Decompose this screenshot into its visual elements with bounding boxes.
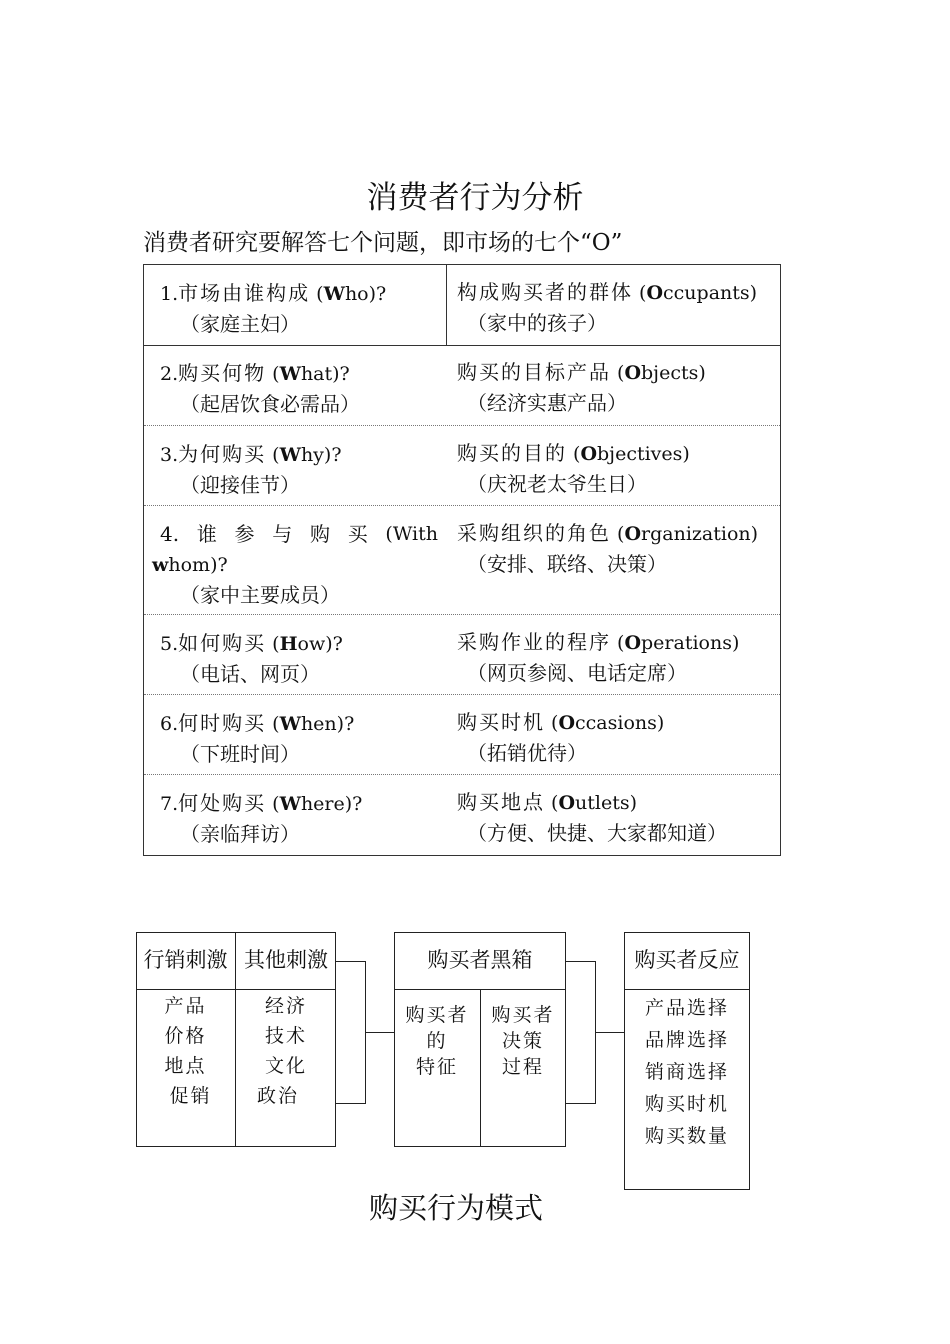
table-row <box>144 265 780 346</box>
key-letter: W <box>279 713 301 735</box>
buyer-decision-line: 决策 <box>501 1030 544 1052</box>
question-text: 为何购买 <box>178 442 267 466</box>
response-header: 购买者反应 <box>634 948 740 972</box>
question-line <box>160 628 440 659</box>
question-text: 市场由谁构成 <box>178 281 311 305</box>
marketing-item: 产品 <box>164 995 207 1017</box>
question-example: （电话、网页） <box>180 662 320 686</box>
answer-english-rest: utlets <box>575 792 630 814</box>
answer-english-rest: bjects <box>641 362 699 384</box>
response-item: 产品选择 <box>644 997 729 1019</box>
answer-english-rest: ccupants <box>663 282 750 304</box>
answer-cell <box>457 277 777 338</box>
question-number: 4. <box>160 522 180 546</box>
question-number: 7. <box>160 793 179 815</box>
answer-english: (Organization) <box>611 523 759 545</box>
answer-text: 购买的目标产品 <box>457 360 611 384</box>
key-letter: W <box>279 363 301 385</box>
question-char: 购 <box>309 522 330 546</box>
answer-line <box>457 438 777 469</box>
answer-cell <box>457 627 777 688</box>
connector-line <box>566 961 596 962</box>
response-item: 销商选择 <box>644 1061 729 1083</box>
buyer-characteristics <box>394 1002 480 1080</box>
question-number: 5. <box>160 633 179 655</box>
answer-line <box>457 357 777 388</box>
key-letter: O <box>580 443 598 465</box>
answer-cell <box>457 357 777 418</box>
table-row <box>144 695 780 775</box>
diagram-caption: 购买行为模式 <box>368 1191 543 1225</box>
connector-line <box>336 961 366 962</box>
stimuli-header-divider <box>136 989 336 990</box>
answer-english: (Outlets) <box>545 792 638 814</box>
question-number: 1. <box>160 283 179 305</box>
response-item: 购买时机 <box>644 1093 729 1115</box>
question-english-rest: hen <box>300 713 337 735</box>
question-line <box>160 708 440 739</box>
marketing-item: 价格 <box>164 1025 207 1047</box>
answer-line <box>457 627 777 658</box>
question-example: （迎接佳节） <box>180 473 300 497</box>
buyer-decision-line: 过程 <box>501 1056 544 1078</box>
subtitle-quote: “O” <box>580 230 623 256</box>
question-line <box>160 788 440 819</box>
question-number: 3. <box>160 444 179 466</box>
question-line <box>160 519 438 549</box>
question-char: 谁 <box>196 522 217 546</box>
connector-line <box>336 1103 366 1104</box>
answer-cell <box>457 707 777 768</box>
question-example: （下班时间） <box>180 742 300 766</box>
question-number: 2. <box>160 363 179 385</box>
answer-text: 购买的目的 <box>457 441 567 465</box>
table-row <box>144 506 780 615</box>
subtitle-text: 消费者研究要解答七个问题，即市场的七个 <box>143 230 580 256</box>
buyer-decision-process <box>480 1002 566 1080</box>
answer-example: （网页参阅、电话定席） <box>467 661 687 685</box>
question-cell <box>160 628 440 689</box>
question-english: (What)? <box>266 363 350 385</box>
answer-text: 采购组织的角色 <box>457 521 611 545</box>
key-letter: O <box>558 712 576 734</box>
answer-english-rest: perations <box>641 632 732 654</box>
answer-text: 购买地点 <box>457 790 545 814</box>
column-divider <box>446 265 447 345</box>
question-cell <box>160 708 440 769</box>
key-letter: W <box>279 444 301 466</box>
answer-cell <box>457 438 777 499</box>
question-english: (Who)? <box>310 283 387 305</box>
question-english-rest: hat <box>300 363 333 385</box>
answer-example: （经济实惠产品） <box>467 391 627 415</box>
question-example: （家庭主妇） <box>180 312 300 336</box>
marketing-stimuli-header: 行销刺激 <box>143 948 228 972</box>
question-text: 何处购买 <box>178 791 267 815</box>
response-list <box>624 992 750 1152</box>
answer-example: （安排、联络、决策） <box>467 552 667 576</box>
table-row <box>144 615 780 695</box>
answer-example: （家中的孩子） <box>467 311 607 335</box>
answer-line <box>457 707 777 738</box>
answer-english: (Objectives) <box>567 443 690 465</box>
question-cell <box>160 788 440 849</box>
buyer-decision-line: 购买者 <box>491 1004 555 1026</box>
answer-english-rest: ccasions <box>575 712 657 734</box>
key-letter: O <box>624 362 642 384</box>
answer-text: 构成购买者的群体 <box>457 280 633 304</box>
question-line <box>160 278 440 309</box>
question-example: （起居饮食必需品） <box>180 392 360 416</box>
marketing-item: 地点 <box>164 1055 207 1077</box>
question-number: 6. <box>160 713 179 735</box>
answer-english-rest: rganization <box>641 523 751 545</box>
answer-english: (Occasions) <box>545 712 665 734</box>
key-letter: H <box>279 633 298 655</box>
buyer-characteristics-line: 的 <box>426 1030 448 1052</box>
question-english: (When)? <box>266 713 355 735</box>
table-row <box>144 775 780 857</box>
answer-english-rest: bjectives <box>597 443 683 465</box>
response-item: 品牌选择 <box>644 1029 729 1051</box>
question-example: （家中主要成员） <box>180 583 340 607</box>
response-header-divider <box>624 989 750 990</box>
answer-text: 购买时机 <box>457 710 545 734</box>
answer-line <box>457 277 777 308</box>
key-letter: w <box>152 554 169 576</box>
question-english: (Why)? <box>266 444 342 466</box>
answer-line <box>457 787 777 818</box>
table-row <box>144 426 780 506</box>
question-text: 如何购买 <box>178 631 267 655</box>
answer-example: （拓销优待） <box>467 741 587 765</box>
question-cell <box>160 439 440 500</box>
question-char: 与 <box>272 522 293 546</box>
question-line <box>152 549 440 580</box>
other-item: 技术 <box>264 1025 307 1047</box>
question-english-rest: ow <box>297 633 326 655</box>
other-item: 政治 <box>256 1085 299 1107</box>
answer-example: （方便、快捷、大家都知道） <box>467 821 727 845</box>
answer-english: (Objects) <box>611 362 706 384</box>
answer-line <box>457 518 777 549</box>
buyer-characteristics-line: 购买者 <box>405 1004 469 1026</box>
question-example: （亲临拜访） <box>180 822 300 846</box>
key-letter: O <box>624 632 642 654</box>
question-english: (How)? <box>266 633 343 655</box>
question-cell <box>152 519 440 610</box>
question-english-rest: ho <box>344 283 369 305</box>
connector-line <box>595 1032 625 1033</box>
answer-text: 采购作业的程序 <box>457 630 611 654</box>
other-item: 文化 <box>264 1055 307 1077</box>
key-letter: W <box>279 793 301 815</box>
answer-cell <box>457 787 777 848</box>
question-text: 购买何物 <box>178 361 267 385</box>
question-line <box>160 439 440 470</box>
connector-line <box>365 1032 395 1033</box>
other-stimuli-list <box>236 991 336 1111</box>
question-english-rest: hom <box>168 554 211 576</box>
question-text: 何时购买 <box>178 711 267 735</box>
other-item: 经济 <box>264 995 307 1017</box>
question-char: 买 <box>347 522 368 546</box>
buyer-characteristics-line: 特征 <box>415 1056 458 1078</box>
marketing-stimuli-list <box>136 991 235 1111</box>
key-letter: O <box>646 282 664 304</box>
connector-line <box>566 1103 596 1104</box>
key-letter: W <box>323 283 345 305</box>
marketing-item: 促销 <box>169 1085 212 1107</box>
question-english-rest: here <box>300 793 345 815</box>
response-item: 购买数量 <box>644 1125 729 1147</box>
table-row <box>144 345 780 426</box>
page-title: 消费者行为分析 <box>366 180 584 216</box>
question-english: whom)? <box>152 554 228 576</box>
question-with: (With <box>385 523 438 545</box>
answer-cell <box>457 518 777 579</box>
question-english: (Where)? <box>266 793 363 815</box>
seven-o-table <box>143 264 781 856</box>
answer-english: (Operations) <box>611 632 740 654</box>
answer-example: （庆祝老太爷生日） <box>467 472 647 496</box>
question-cell <box>160 358 440 419</box>
question-line <box>160 358 440 389</box>
other-stimuli-header: 其他刺激 <box>244 948 328 972</box>
question-char: 参 <box>234 522 255 546</box>
question-cell <box>160 278 440 339</box>
key-letter: O <box>558 792 576 814</box>
answer-english: (Occupants) <box>633 282 758 304</box>
subtitle <box>143 224 622 257</box>
question-english-rest: hy <box>300 444 324 466</box>
blackbox-header: 购买者黑箱 <box>427 948 533 972</box>
key-letter: O <box>624 523 642 545</box>
